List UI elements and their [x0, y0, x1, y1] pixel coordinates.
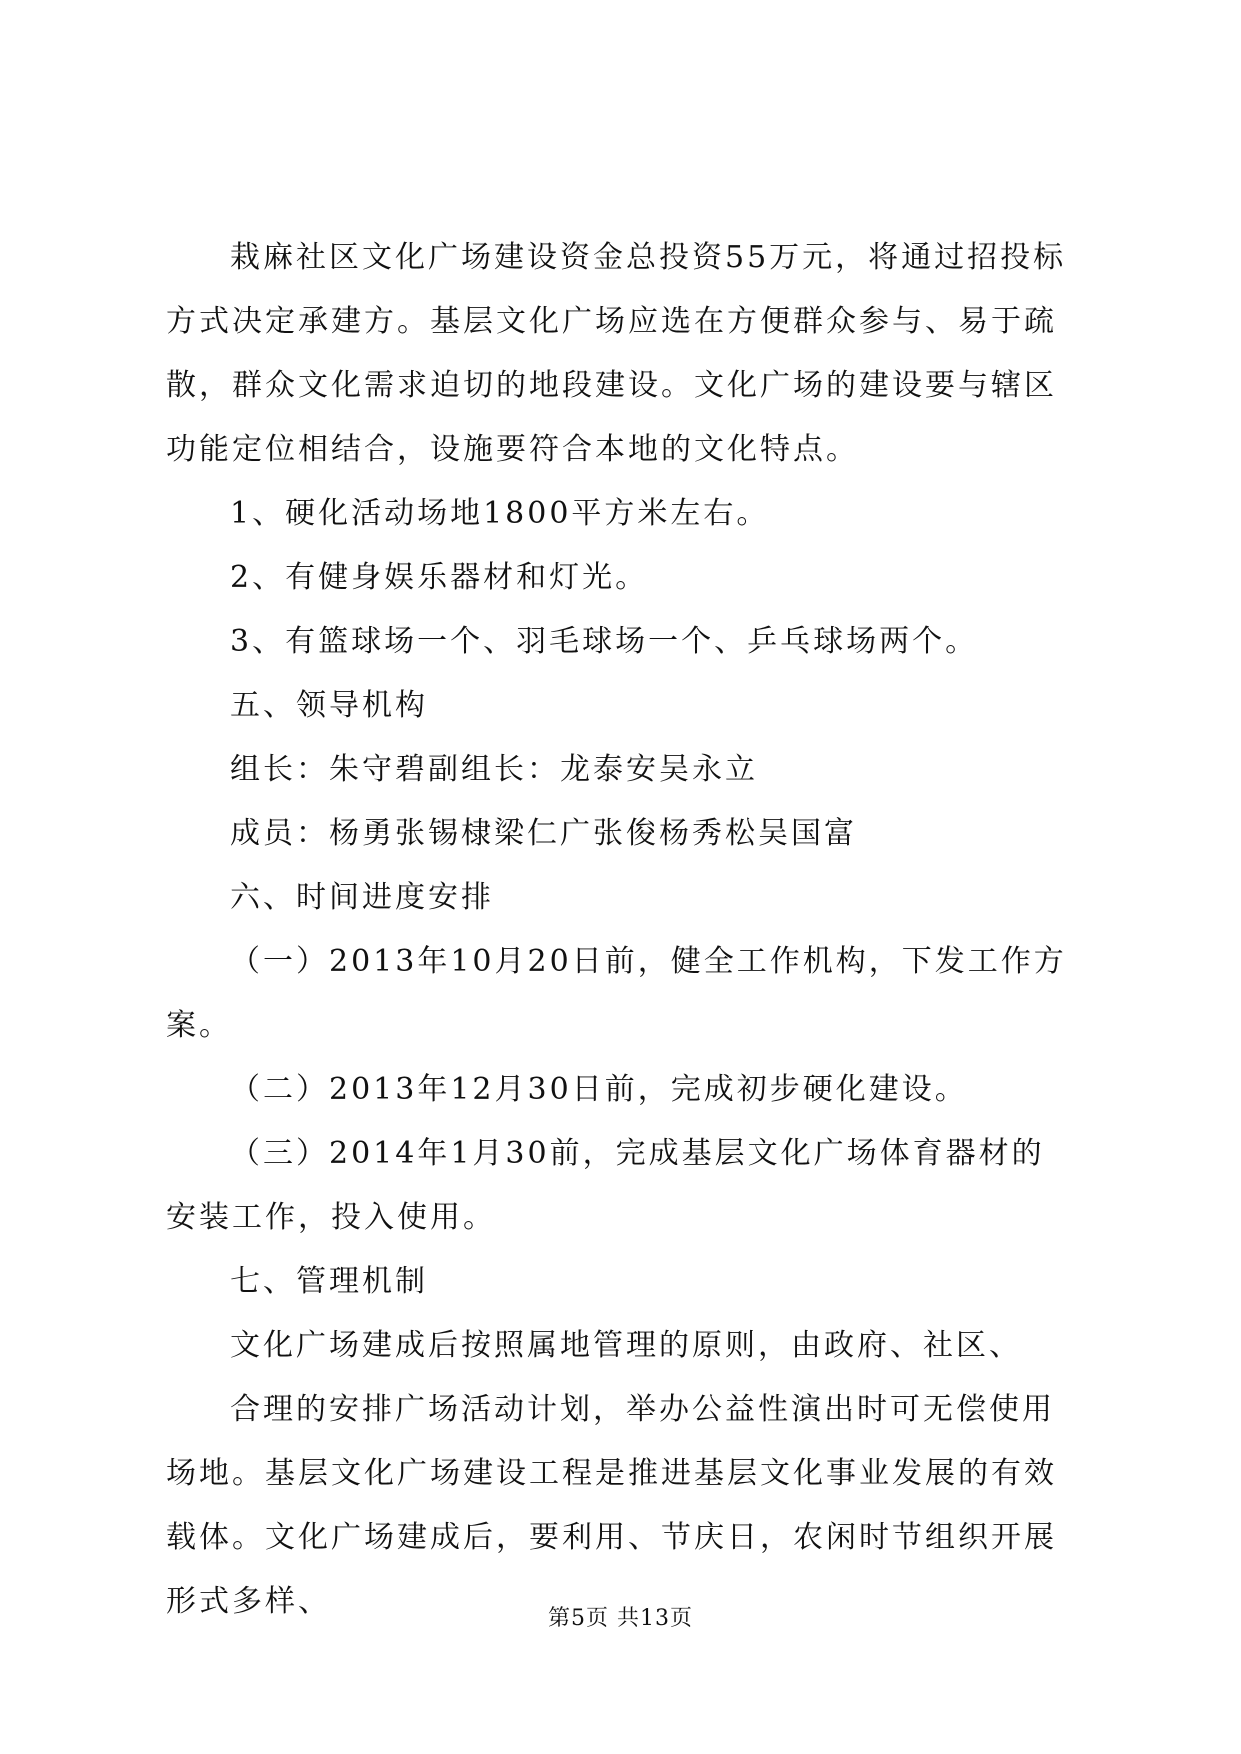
schedule-item-2: （二）2013年12月30日前，完成初步硬化建设。 [230, 1072, 968, 1107]
schedule-item-3: （三）2014年1月30前，完成基层文化广场体育器材的安装工作，投入使用。 [166, 1136, 1045, 1235]
paragraph-leaders: 组长：朱守碧副组长：龙泰安吴永立 [230, 752, 758, 787]
page-footer: 第5页 共13页 [548, 1606, 693, 1631]
section-heading-leadership: 五、领导机构 [230, 688, 428, 723]
paragraph-members: 成员：杨勇张锡棣梁仁广张俊杨秀松吴国富 [230, 816, 857, 851]
document-body [166, 226, 1076, 1634]
section-heading-management: 七、管理机制 [230, 1264, 428, 1299]
paragraph-investment: 栽麻社区文化广场建设资金总投资55万元，将通过招投标方式决定承建方。基层文化广场应选在方便群众参与、易于疏散，群众文化需求迫切的地段建设。文化广场的建设要与辖区功能定位相结合，设施要符合本地的文化特点。 [166, 240, 1067, 467]
list-item-equipment: 2、有健身娱乐器材和灯光。 [230, 560, 649, 595]
section-heading-schedule: 六、时间进度安排 [230, 880, 494, 915]
paragraph-management-2: 合理的安排广场活动计划，举办公益性演出时可无偿使用场地。基层文化广场建设工程是推进基层文化事业发展的有效载体。文化广场建成后，要利用、节庆日，农闲时节组织开展形式多样、 [166, 1392, 1057, 1619]
schedule-item-1: （一）2013年10月20日前，健全工作机构，下发工作方案。 [166, 944, 1067, 1043]
paragraph-management-1: 文化广场建成后按照属地管理的原则，由政府、社区、 [230, 1328, 1022, 1363]
list-item-site: 1、硬化活动场地1800平方米左右。 [230, 496, 770, 531]
list-item-courts: 3、有篮球场一个、羽毛球场一个、乒乓球场两个。 [230, 624, 979, 659]
